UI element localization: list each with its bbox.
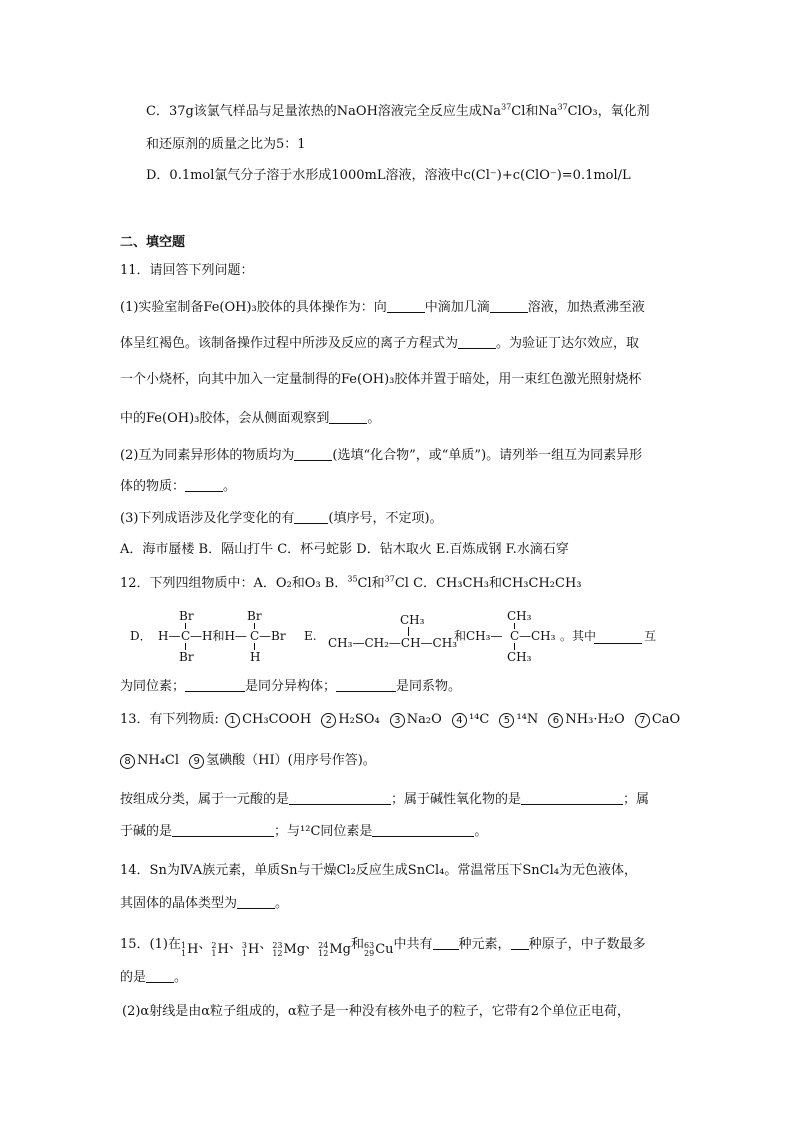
nuclide-sep: 、 bbox=[228, 937, 242, 952]
q13-text: ；属 bbox=[623, 792, 650, 807]
item-text: 氢碘酸（HI）(用序号作答)。 bbox=[206, 753, 376, 768]
option-c-line1 bbox=[146, 103, 650, 121]
q11-line4 bbox=[120, 409, 380, 428]
q13-line3 bbox=[120, 790, 649, 809]
item-number: 1 bbox=[225, 713, 240, 728]
q14-line2 bbox=[120, 894, 288, 913]
q15-text: 15．(1)在 bbox=[120, 937, 181, 952]
q11-text: 中的Fe(OH)₃胶体，会从侧面观察到 bbox=[120, 411, 330, 426]
q12-d-label: D． bbox=[130, 629, 152, 643]
nuclide bbox=[242, 941, 259, 959]
answer-blank[interactable] bbox=[458, 334, 496, 349]
q12-text: Cl C．CH₃CH₃和CH₃CH₂CH₃ bbox=[394, 576, 582, 591]
q12-head bbox=[120, 575, 582, 593]
nuclide-sep: 、 bbox=[305, 937, 319, 952]
item-text: NH₄Cl bbox=[137, 753, 180, 768]
q13-text: ；与¹²C同位素是 bbox=[274, 824, 373, 839]
q12-e-top-ch3: CH₃ bbox=[507, 609, 532, 623]
item-number: 2 bbox=[321, 713, 336, 728]
item-text: ¹⁴C bbox=[468, 712, 490, 727]
q12-text: Cl和 bbox=[357, 576, 385, 591]
option-c-sup2: 37 bbox=[557, 102, 568, 112]
q15-text: 中共有 bbox=[393, 937, 433, 952]
item-number: 7 bbox=[635, 713, 650, 728]
q11-text: (选填“化合物”，或“单质”)。请列举一组互为同素异形 bbox=[332, 448, 643, 463]
answer-blank[interactable] bbox=[237, 894, 275, 909]
mass-number: 23 bbox=[272, 941, 283, 950]
option-c-mid: Cl和Na bbox=[511, 104, 558, 119]
q11-text: (2)互为同素异形体的物质均为 bbox=[120, 448, 295, 463]
nuclide bbox=[364, 941, 394, 959]
option-c-end: ClO₃，氧化剂 bbox=[567, 104, 650, 119]
q14-text: 。 bbox=[275, 896, 289, 911]
q12-d-br-right: —Br bbox=[259, 629, 286, 643]
q15-text: 种原子，中子数最多 bbox=[528, 937, 646, 952]
q12-d-br-top1: Br bbox=[179, 609, 194, 623]
q14-line1: 14．Sn为ⅣA族元素，单质Sn与干燥Cl₂反应生成SnCl₄。常温常压下SnCl₄为无色液体， bbox=[120, 863, 637, 878]
atomic-number: 1 bbox=[241, 949, 247, 958]
mass-number: 3 bbox=[241, 941, 247, 950]
answer-blank[interactable] bbox=[521, 790, 623, 805]
bond-line bbox=[254, 643, 255, 650]
bond-line bbox=[514, 643, 515, 650]
nuclide-sep: 、 bbox=[259, 937, 273, 952]
q11-text: (3)下列成语涉及化学变化的有 bbox=[120, 511, 295, 526]
bond-line bbox=[254, 623, 255, 629]
element-symbol: H bbox=[187, 942, 199, 957]
item-number: 3 bbox=[390, 713, 405, 728]
q13-text: 于碱的是 bbox=[120, 824, 173, 839]
q12-d-h-bot2: H bbox=[250, 650, 261, 664]
q12-d-carbon1: C bbox=[181, 629, 191, 643]
mass-number: 24 bbox=[318, 941, 329, 950]
atomic-number: 12 bbox=[318, 949, 329, 958]
q13-line1 bbox=[120, 711, 680, 729]
q13-head: 13．有下列物质: bbox=[120, 712, 219, 727]
mass-number: 63 bbox=[364, 941, 375, 950]
q11-line1 bbox=[120, 298, 645, 317]
q13-line4 bbox=[120, 822, 487, 841]
q11-line7 bbox=[120, 509, 443, 528]
nuclide bbox=[272, 941, 305, 959]
nuclide bbox=[181, 941, 198, 959]
q11-line5 bbox=[120, 446, 642, 465]
q12-text: 是同分异构体； bbox=[245, 679, 337, 694]
q12-text: 是同系物。 bbox=[396, 679, 462, 694]
q11-text: (填序号，不定项)。 bbox=[328, 511, 443, 526]
bond-line bbox=[514, 623, 515, 629]
q11-text: 中滴加几滴 bbox=[424, 300, 490, 315]
q12-line2 bbox=[120, 677, 461, 696]
q11-text: (1)实验室制备Fe(OH)₃胶体的具体操作为：向 bbox=[120, 300, 387, 315]
item-text: H₂SO₄ bbox=[338, 712, 380, 727]
q11-text: 体的物质： bbox=[120, 479, 186, 494]
answer-blank[interactable] bbox=[490, 298, 528, 313]
answer-blank[interactable] bbox=[433, 935, 459, 950]
answer-blank[interactable] bbox=[329, 409, 367, 424]
bond-line bbox=[185, 643, 186, 650]
q15-text: 的是 bbox=[120, 970, 147, 985]
q12-e-structures bbox=[304, 606, 684, 666]
nuclide bbox=[318, 941, 351, 959]
q15-text: 种元素， bbox=[458, 937, 511, 952]
answer-blank[interactable] bbox=[294, 446, 332, 461]
option-c-sup1: 37 bbox=[501, 102, 512, 112]
q15-line2 bbox=[120, 968, 187, 987]
answer-blank[interactable] bbox=[146, 968, 174, 983]
option-c-line2: 和还原剂的质量之比为5：1 bbox=[146, 137, 306, 152]
element-symbol: Mg bbox=[329, 942, 351, 957]
atomic-number: 1 bbox=[211, 949, 217, 958]
q12-sup1: 35 bbox=[347, 574, 358, 584]
option-c-text: C．37g该氯气样品与足量浓热的NaOH溶液完全反应生成Na bbox=[146, 104, 502, 119]
answer-blank[interactable] bbox=[594, 629, 642, 644]
q15-line3: (2)α射线是由α粒子组成的，α粒子是一种没有核外电子的粒子，它带有2个单位正电荷， bbox=[122, 1004, 631, 1019]
q12-d-br-top2: Br bbox=[247, 609, 262, 623]
q12-e-label: E. bbox=[304, 629, 317, 643]
nuclide-and: 和 bbox=[351, 937, 365, 952]
q15-line1 bbox=[120, 935, 646, 959]
option-d-line: D．0.1mol氯气分子溶于水形成1000mL溶液，溶液中c(Cl⁻)+c(ClO⁻)=0.1mol/L bbox=[146, 168, 631, 183]
mass-number: 1 bbox=[180, 941, 187, 950]
answer-blank[interactable] bbox=[336, 677, 396, 692]
answer-blank[interactable] bbox=[289, 790, 391, 805]
item-number: 9 bbox=[189, 754, 204, 769]
item-text: CH₃COOH bbox=[242, 712, 312, 727]
q12-e-chain: CH₃—CH₂—CH—CH₃ bbox=[328, 636, 458, 650]
q12-d-h-left: H— bbox=[158, 629, 181, 643]
q15-text: 。 bbox=[174, 970, 188, 985]
item-number: 5 bbox=[499, 713, 514, 728]
q13-text: 。 bbox=[474, 824, 488, 839]
mass-number: 2 bbox=[211, 941, 217, 950]
q13-text: 按组成分类，属于一元酸的是 bbox=[120, 792, 290, 807]
q12-d-br-bot1: Br bbox=[179, 650, 194, 664]
nuclide bbox=[211, 941, 228, 959]
q12-e-branch-ch3: CH₃ bbox=[400, 613, 425, 627]
q11-text: 体呈红褐色。该制备操作过程中所涉及反应的离子方程式为 bbox=[120, 336, 459, 351]
q12-d-h-mid: —H和H— bbox=[190, 629, 247, 643]
nuclide-list bbox=[180, 937, 394, 958]
q12-e-tail: —CH₃ bbox=[519, 629, 556, 643]
q13-text: ；属于碱性氧化物的是 bbox=[391, 792, 522, 807]
atomic-number: 1 bbox=[180, 949, 187, 958]
item-text: Na₂O bbox=[406, 712, 442, 727]
answer-blank[interactable] bbox=[511, 935, 529, 950]
item-text: CaO bbox=[651, 712, 681, 727]
q11-head: 11．请回答下列问题： bbox=[120, 263, 254, 278]
q12-text: 为同位素； bbox=[120, 679, 186, 694]
q14-text: 其固体的晶体类型为 bbox=[120, 896, 238, 911]
q11-text: 溶液，加热煮沸至液 bbox=[527, 300, 645, 315]
q12-e-hu: 互 bbox=[644, 629, 657, 643]
element-symbol: Cu bbox=[375, 942, 394, 957]
q11-line3: 一个小烧杯，向其中加入一定量制得的Fe(OH)₃胶体并置于暗处，用一束红色激光照射烧杯 bbox=[120, 372, 642, 387]
bond-line bbox=[185, 623, 186, 629]
q12-text: 12．下列四组物质中：A．O₂和O₃ B． bbox=[120, 576, 348, 591]
q11-choices: A．海市蜃楼 B．隔山打牛 C．杯弓蛇影 D．钻木取火 E.百炼成钢 F.水滴石穿 bbox=[120, 542, 569, 557]
element-symbol: H bbox=[217, 942, 229, 957]
element-symbol: H bbox=[247, 942, 260, 957]
bond-line bbox=[408, 627, 409, 636]
answer-blank[interactable] bbox=[387, 298, 425, 313]
q11-line6 bbox=[120, 477, 236, 496]
element-symbol: Mg bbox=[283, 942, 306, 957]
q12-d-carbon2: C bbox=[250, 629, 260, 643]
answer-blank[interactable] bbox=[172, 822, 274, 837]
atomic-number: 29 bbox=[364, 949, 375, 958]
q13-line2 bbox=[120, 752, 376, 770]
answer-blank[interactable] bbox=[372, 822, 474, 837]
q11-text: 。 bbox=[367, 411, 381, 426]
q12-e-bot-ch3: CH₃ bbox=[507, 650, 532, 664]
section-title: 二、填空题 bbox=[120, 235, 186, 250]
q12-e-carbon: C bbox=[510, 629, 520, 643]
q12-sup2: 37 bbox=[384, 574, 395, 584]
q11-text: 。为验证丁达尔效应，取 bbox=[496, 336, 640, 351]
atomic-number: 12 bbox=[272, 949, 283, 958]
item-number: 8 bbox=[120, 754, 135, 769]
item-text: NH₃·H₂O bbox=[565, 712, 625, 727]
item-number: 6 bbox=[548, 713, 563, 728]
answer-blank[interactable] bbox=[185, 677, 245, 692]
q11-text: 。 bbox=[223, 479, 237, 494]
nuclide-sep: 、 bbox=[198, 937, 212, 952]
q12-e-and: 和CH₃— bbox=[454, 629, 503, 643]
item-text: ¹⁴N bbox=[516, 712, 539, 727]
item-number: 4 bbox=[452, 713, 467, 728]
answer-blank[interactable] bbox=[294, 509, 328, 524]
answer-blank[interactable] bbox=[185, 477, 223, 492]
q11-line2 bbox=[120, 334, 639, 353]
q12-e-after: 。其中 bbox=[560, 629, 597, 643]
